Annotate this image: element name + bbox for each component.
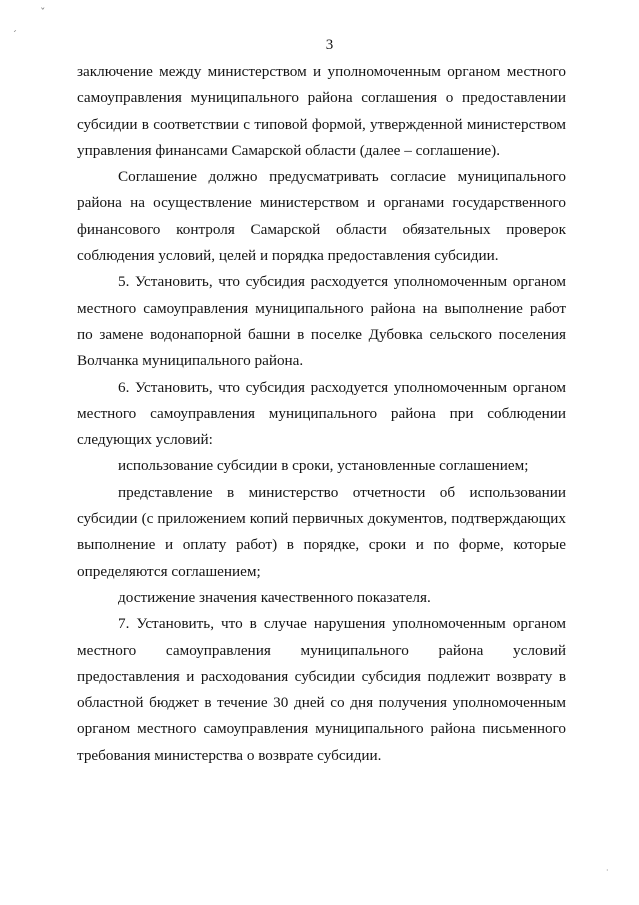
paragraph-agreement-conclusion: заключение между министерством и уполномоченным органом местного самоуправления муниципального района соглашения о предоставлении субсидии в соответствии с типовой формой, утвержденной министерством управления финансами Самарской области (далее – соглашение). (77, 63, 566, 159)
scan-mark: ˇ (40, 6, 46, 19)
paragraph-clause-5: 5. Установить, что субсидия расходуется уполномоченным органом местного самоуправления муниципального района на выполнение работ по замене водонапорной башни в поселке Дубовка сельского поселения Волчанка муниципального района. (77, 273, 566, 370)
page-number: 3 (325, 37, 334, 53)
document-body (77, 59, 566, 769)
paragraph-condition-deadlines: использование субсидии в сроки, установленные соглашением; (118, 457, 529, 475)
paragraph-clause-6: 6. Установить, что субсидия расходуется уполномоченным органом местного самоуправления муниципального района при соблюдении следующих условий: (77, 378, 566, 449)
scan-mark: ˊ (12, 30, 17, 41)
paragraph-clause-7: 7. Установить, что в случае нарушения уполномоченным органом местного самоуправления муниципального района условий предоставления и расходования субсидии субсидия подлежит возврату в областной бюджет в течение 30 дней со дня получения уполномоченным органом местного самоуправления муниципального района письменного требования министерства о возврате субсидии. (77, 615, 566, 764)
paragraph-condition-indicator: достижение значения качественного показателя. (118, 588, 431, 606)
scan-mark: · (606, 866, 609, 875)
paragraph-condition-reporting: представление в министерство отчетности об использовании субсидии (с приложением копий первичных документов, подтверждающих выполнение и оплату работ) в порядке, сроки и по форме, которые определяются соглашением; (77, 483, 566, 580)
paragraph-agreement-consent: Соглашение должно предусматривать согласие муниципального района на осуществление министерством и органами государственного финансового контроля Самарской области обязательных проверок соблюдения условий, целей и порядка предоставления субсидии. (77, 168, 566, 265)
